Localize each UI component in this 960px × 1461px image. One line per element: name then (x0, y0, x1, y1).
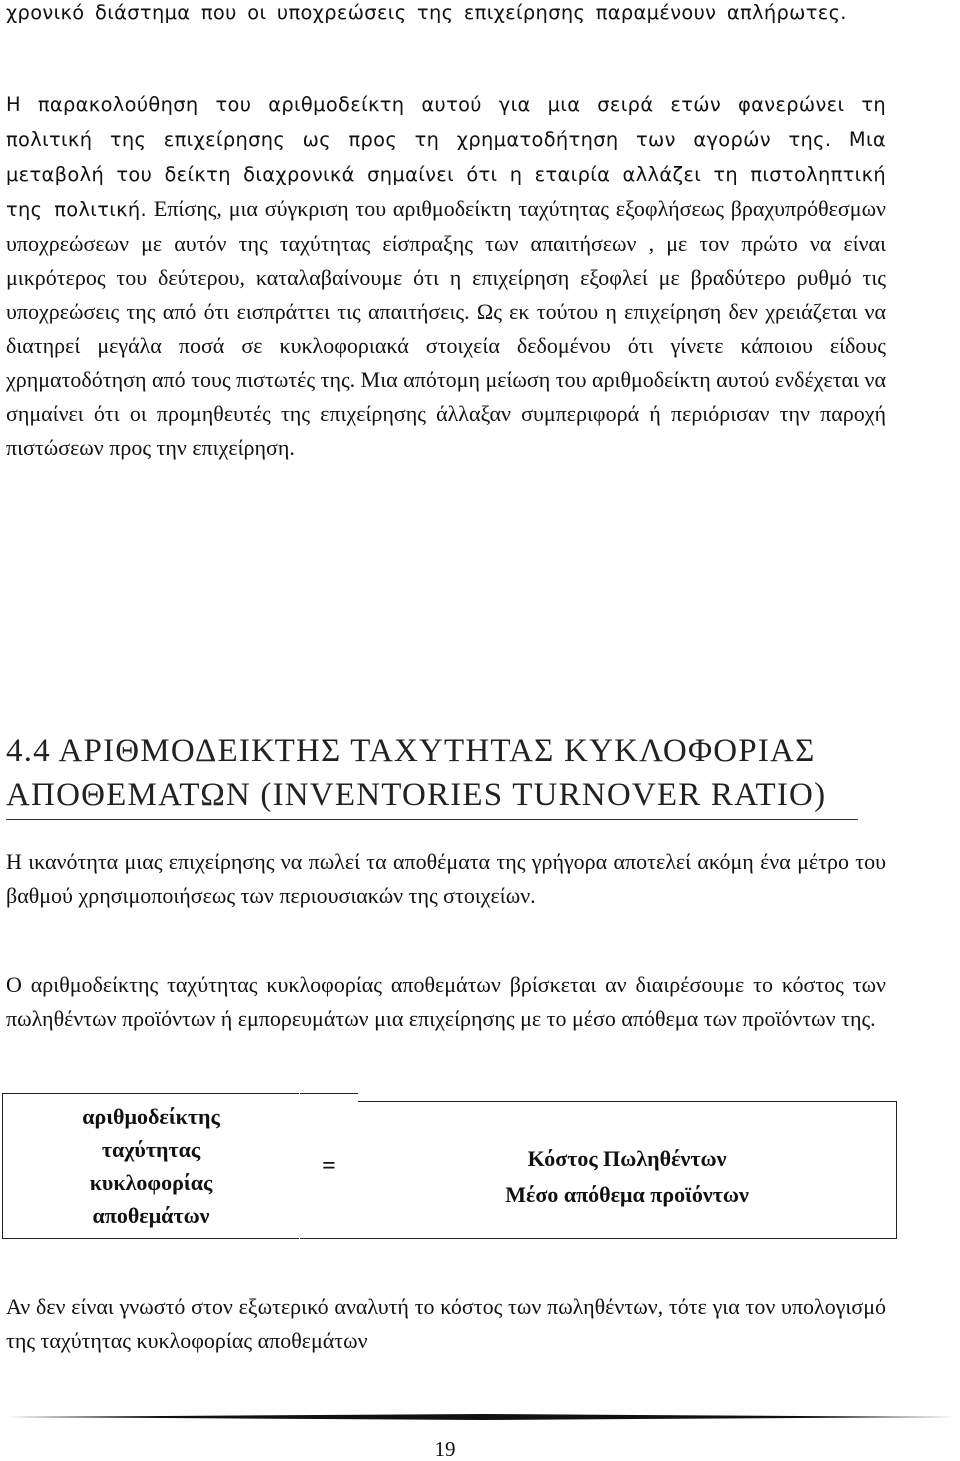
section-heading (6, 729, 906, 817)
paragraph-ratio-definition: Ο αριθμοδείκτης ταχύτητας κυκλοφορίας αποθεμάτων βρίσκεται αν διαιρέσουμε το κόστος των πωληθέντων προϊόντων ή εμπορευμάτων μια επιχείρησης με το μέσο απόθεμα των προϊόντων της. (6, 972, 886, 1031)
section-heading-line-2: ΑΠΟΘΕΜΑΤΩΝ (INVENTORIES TURNOVER RATIO) (6, 777, 827, 813)
paragraph-policy-monitoring-sans-text: Η παρακολούθηση του αριθμοδείκτη αυτού για μια σειρά ετών φανερώνει τη πολιτική της επιχείρησης ως προς τη χρηματοδήτηση των αγορών της. Μια μεταβολή του δείκτη διαχρονικά σημαίνει ότι η εταιρία αλλάζει τη πιστοληπτική της πολιτική. (6, 93, 886, 221)
formula-fraction-cell (358, 1101, 897, 1239)
formula-equals-cell (300, 1093, 358, 1239)
paragraph-policy-monitoring (6, 87, 886, 465)
formula-ratio-name-cell (2, 1093, 299, 1239)
formula-ratio-name-line-4: αποθεμάτων (92, 1203, 210, 1228)
footer-divider (6, 1414, 956, 1420)
section-heading-underline (6, 819, 858, 820)
paragraph-continuation (6, 0, 886, 30)
paragraph-continuation-text: χρονικό διάστημα που οι υποχρεώσεις της επιχείρησης παραμένουν απλήρωτες. (6, 1, 847, 24)
formula-numerator: Κόστος Πωληθέντων (527, 1146, 727, 1171)
formula-equals-sign: = (322, 1152, 336, 1179)
page-number: 19 (434, 1437, 456, 1461)
section-heading-line-1: 4.4 ΑΡΙΘΜΟΔΕΙΚΤΗΣ ΤΑΧΥΤΗΤΑΣ ΚΥΚΛΟΦΟΡΙΑΣ (6, 733, 816, 769)
paragraph-policy-monitoring-serif-text: Επίσης, μια σύγκριση του αριθμοδείκτη ταχύτητας εξοφλήσεως βραχυπρόθεσμων υποχρεώσεων με αυτόν της ταχύτητας είσπραξης των απαιτήσεων , με τον πρώτο να είναι μικρότερος του δεύτερου, καταλαβαίνουμε ότι η επιχείρηση εξοφλεί με βραδύτερο ρυθμό τις υποχρεώσεις της από ότι εισπράττει τις απαιτήσεις. Ως εκ τούτου η επιχείρηση δεν χρειάζεται να διατηρεί μεγάλα ποσά σε κυκλοφοριακά στοιχεία δεδομένου ότι γίνετε κάποιου είδους χρηματοδότηση από τους πιστωτές της. Μια απότομη μείωση του αριθμοδείκτη αυτού ενδέχεται να σημαίνει ότι οι προμηθευτές της επιχείρησης άλλαξαν συμπεριφορά ή περιόρισαν την παροχή πιστώσεων προς την επιχείρηση. (6, 196, 887, 460)
paragraph-external-analyst: Αν δεν είναι γνωστό στον εξωτερικό αναλυτή το κόστος των πωληθέντων, τότε για τον υπολογισμό της ταχύτητας κυκλοφορίας αποθεμάτων (6, 1294, 886, 1353)
formula-table (2, 1093, 898, 1239)
paragraph-inventory-ability: Η ικανότητα μιας επιχείρησης να πωλεί τα αποθέματα της γρήγορα αποτελεί ακόμη ένα μέτρο του βαθμού χρησιμοποιήσεως των περιουσιακών της στοιχείων. (6, 849, 886, 908)
formula-ratio-name-line-1: αριθμοδείκτης (82, 1104, 220, 1129)
formula-ratio-name-line-2: ταχύτητας (101, 1137, 201, 1162)
formula-denominator: Μέσο απόθεμα προϊόντων (505, 1182, 749, 1207)
formula-ratio-name-line-3: κυκλοφορίας (89, 1170, 213, 1195)
